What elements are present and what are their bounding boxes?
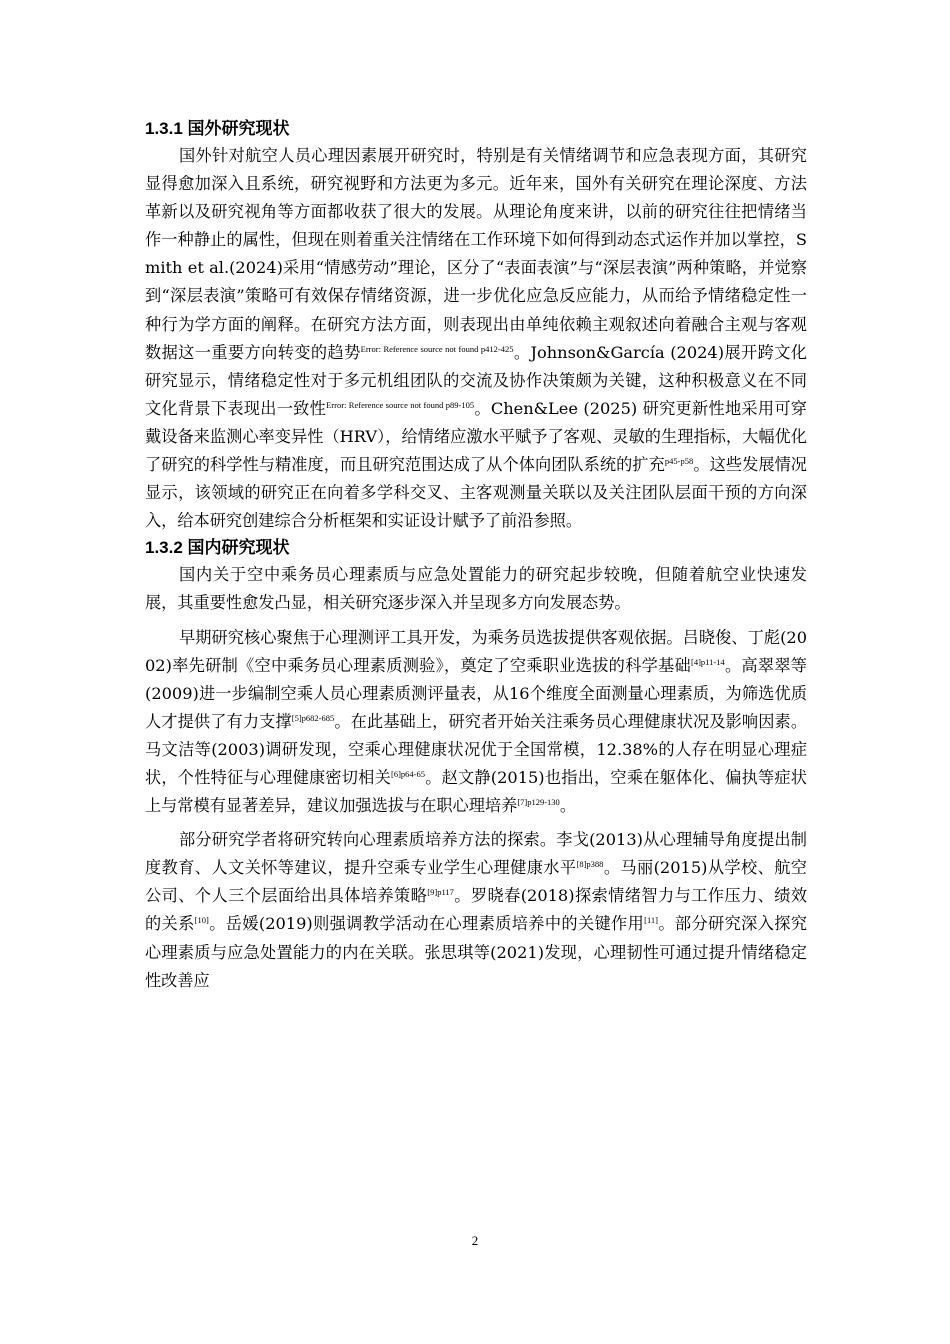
text-run: 。罗晓春(2018)探索情绪智力与工作压力、绩效的关系 — [145, 886, 808, 934]
citation-superscript: [11] — [644, 915, 659, 926]
citation-superscript: p45-p58 — [664, 456, 694, 467]
citation-superscript: [4]p11-14 — [690, 656, 725, 667]
section-heading-domestic: 1.3.2 国内研究现状 — [145, 538, 290, 558]
citation-superscript: [10] — [194, 915, 209, 926]
text-run: 早期研究核心聚焦于心理测评工具开发，为乘务员选拔提供客观依据。吕晓俊、丁彪(2002)率先研制《空中乘务员心理素质测验》，奠定了空乘职业选拔的科学基础 — [145, 627, 807, 675]
citation-superscript: Error: Reference source not found p89-105 — [326, 399, 475, 410]
citation-superscript: [9]p117 — [427, 887, 454, 898]
paragraph-domestic-assessment — [145, 624, 807, 821]
text-run: 国内关于空中乘务员心理素质与应急处置能力的研究起步较晚，但随着航空业快速发展，其重要性愈发凸显，相关研究逐步深入并呈现多方向发展态势。 — [145, 565, 807, 613]
citation-superscript: [6]p64-65 — [390, 768, 425, 779]
text-run: 部分研究学者将研究转向心理素质培养方法的探索。李戈(2013)从心理辅导角度提出制度教育、人文关怀等建议，提升空乘专业学生心理健康水平 — [145, 830, 807, 878]
text-run: 。Chen&Lee (2025) 研究更新性地采用可穿戴设备来监测心率变异性（HRV），给情绪应激水平赋予了客观、灵敏的生理指标，大幅优化了研究的科学性与精准度，而且研究范围达成了从个体向团队系统的扩充 — [145, 398, 807, 475]
text-run: 。这些发展情况显示，该领域的研究正在向着多学科交叉、主客观测量关联以及关注团队层面干预的方向深入，给本研究创建综合分析框架和实证设计赋予了前沿参照。 — [145, 455, 807, 531]
text-run: 。马丽(2015)从学校、航空公司、个人三个层面给出具体培养策略 — [145, 858, 807, 906]
page-number: 2 — [471, 1233, 479, 1248]
paragraph-foreign-research — [145, 142, 807, 535]
text-run: 国外针对航空人员心理因素展开研究时，特别是有关情绪调节和应急表现方面，其研究显得愈加深入且系统，研究视野和方法更为多元。近年来，国外有关研究在理论深度、方法革新以及研究视角等方面都收获了很大的发展。从理论角度来讲，以前的研究往往把情绪当作一种静止的属性，但现在则着重关注情绪在工作环境下如何得到动态式运作并加以掌控，Smith et al.(2024)采用“情感劳动”理论，区分了“表面表演”与“深层表演”两种策略，并觉察到“深层表演”策略可有效保存情绪资源，进一步优化应急反应能力，从而给予情绪稳定性一种行为学方面的阐释。在研究方法方面，则表现出由单纯依赖主观叙述向着融合主观与客观数据这一重要方向转变的趋势 — [145, 146, 807, 362]
text-run: 。岳媛(2019)则强调教学活动在心理素质培养中的关键作用 — [208, 914, 645, 934]
text-run: 。部分研究深入探究心理素质与应急处置能力的内在关联。张思琪等(2021)发现，心理韧性可通过提升情绪稳定性改善应 — [145, 914, 808, 990]
page-body — [145, 116, 807, 995]
text-run: 。赵文静(2015)也指出，空乘在躯体化、偏执等症状上与常模有显著差异，建议加强选拔与在职心理培养 — [145, 767, 807, 816]
citation-superscript: Error: Reference source not found p412-425 — [360, 343, 514, 354]
text-run: 。高翠翠等(2009)进一步编制空乘人员心理素质测评量表，从16个维度全面测量心理素质，为筛选优质人才提供了有力支撑 — [145, 655, 807, 731]
citation-superscript: [7]p129-130 — [517, 797, 560, 808]
text-run: 。Johnson&García (2024)展开跨文化研究显示，情绪稳定性对于多元机组团队的交流及协作决策颇为关键，这种积极意义在不同文化背景下表现出一致性 — [145, 342, 807, 418]
paragraph-domestic-training — [145, 826, 807, 995]
citation-superscript: [8]p388 — [576, 859, 604, 870]
text-run: 。在此基础上，研究者开始关注乘务员心理健康状况及影响因素。马文洁等(2003)调研发现，空乘心理健康状况优于全国常模，12.38%的人存在明显心理症状，个性特征与心理健康密切相关 — [145, 711, 808, 787]
text-run: 。 — [559, 796, 576, 816]
paragraph-domestic-intro — [145, 561, 807, 617]
citation-superscript: [5]p682-685 — [291, 712, 335, 723]
section-heading-foreign: 1.3.1 国外研究现状 — [145, 119, 290, 138]
